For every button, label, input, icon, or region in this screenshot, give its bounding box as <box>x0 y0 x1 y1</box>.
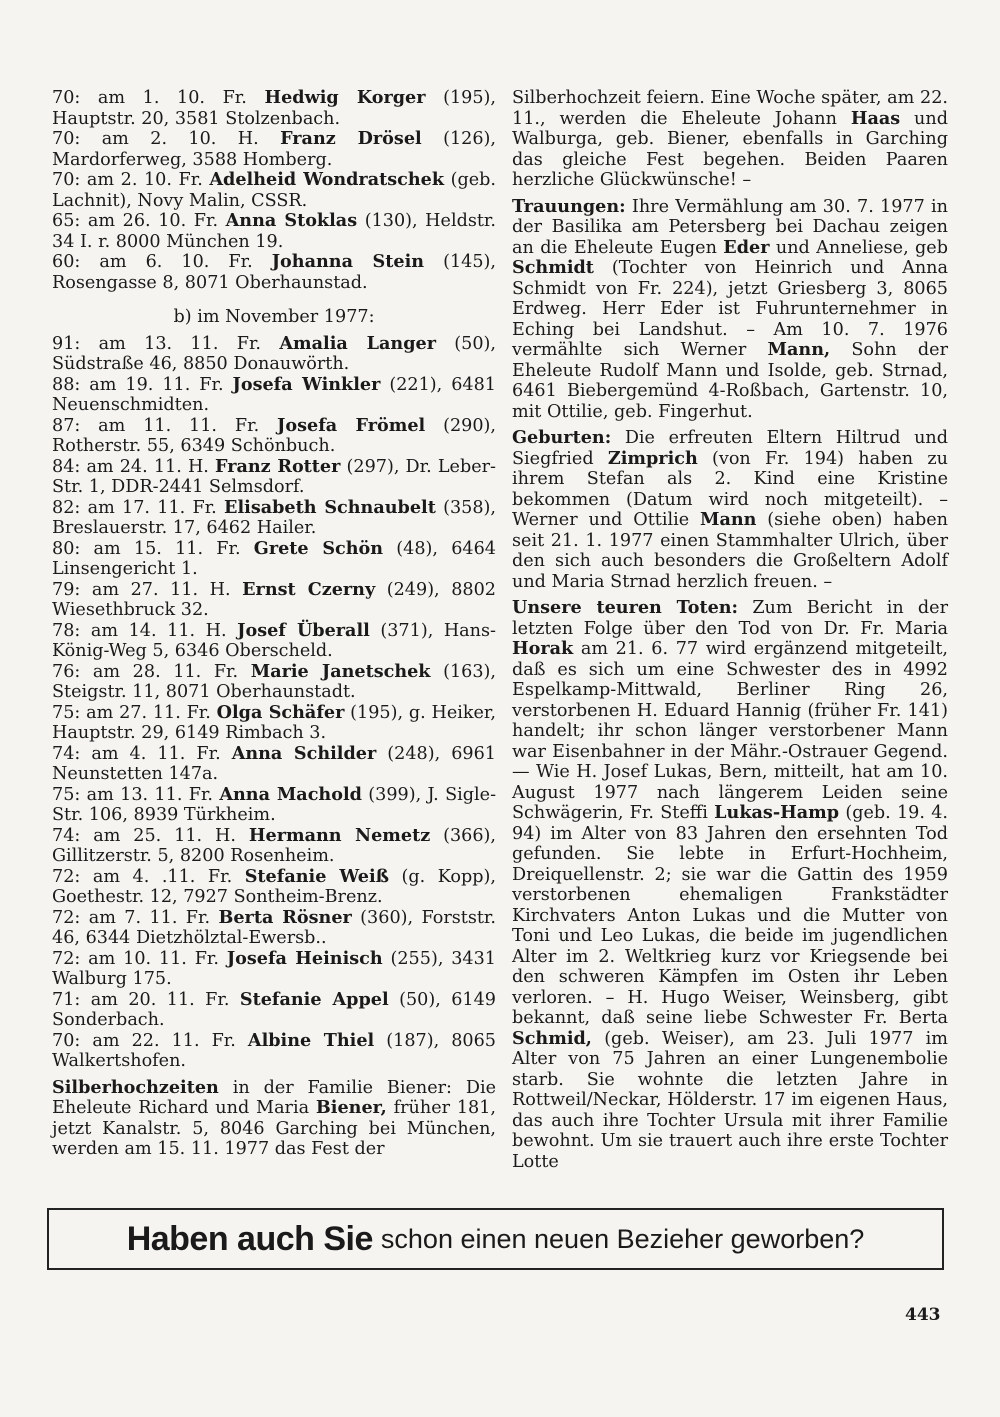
bold-name: Eder <box>723 236 770 258</box>
body-text: 84: am 24. 11. H. <box>52 456 216 477</box>
text-paragraph <box>512 88 948 191</box>
body-text: Sohn der Eheleute Rudolf Mann und Isolde, geb. Strnad, 6461 Biebergemünd 4-Roßbach, Gartenstr. 10, mit Ottilie, geb. Fingerhut. <box>512 340 948 422</box>
text-paragraph <box>52 662 496 703</box>
body-text: 80: am 15. 11. Fr. <box>52 538 254 559</box>
bold-name: Hedwig Korger <box>264 87 426 108</box>
body-text: (290), Rotherstr. 55, 6349 Schönbuch. <box>52 415 496 456</box>
text-paragraph <box>52 498 496 539</box>
text-paragraph <box>512 428 948 592</box>
text-paragraph <box>52 129 496 170</box>
text-paragraph <box>52 375 496 416</box>
body-text: 91: am 13. 11. Fr. <box>52 333 280 354</box>
bold-name: Anna Machold <box>219 783 362 805</box>
body-text: (50), 6149 Sonderbach. <box>52 989 497 1030</box>
body-text: (360), Forststr. 46, 6344 Dietzhölztal-Ewersb.. <box>52 907 496 948</box>
text-paragraph <box>52 867 496 908</box>
text-paragraph <box>52 826 496 867</box>
text-paragraph <box>52 457 496 498</box>
body-text: (g. Kopp), Goethestr. 12, 7927 Sontheim-Brenz. <box>52 866 496 907</box>
body-text: (221), 6481 Neuenschmidten. <box>52 374 496 415</box>
body-text: 79: am 27. 11. H. <box>52 579 243 600</box>
body-text: (geb. Weiser), am 23. Juli 1977 im Alter von 75 Jahren an einer Lungenembolie starb. Sie wohnte die letzten Jahre in Rottweil/Neckar, Hölderstr. 17 im eigenen Haus, das auch ihre Tochter Ursula mit ihrer Familie bewohnt. Um sie trauert auch ihre erste Tochter Lotte <box>512 1028 948 1172</box>
body-text: 72: am 10. 11. Fr. <box>52 948 227 969</box>
bold-name: Trauungen: <box>512 195 626 217</box>
body-text: 70: am 1. 10. Fr. <box>52 88 265 108</box>
body-text: 70: am 22. 11. Fr. <box>52 1030 248 1051</box>
body-text: (geb. 19. 4. 94) im Alter von 83 Jahren den ersehnten Tod gefunden. Sie lebte in Erfurt-Hochheim, Dreiquellenstr. 2; sie war die Gattin des 1959 verstorbenen ehemaligen Frankstädter Kirchvaters Anton Lukas und die Mutter von Toni und Leo Lukas, die beide im jugendlichen Alter im 2. Weltkrieg kurz vor Kriegsende bei den schweren Kämpfen im Osten ihr Leben verloren. – H. Hugo Weiser, Weinsberg, gibt bekannt, daß seine liebe Schwester Fr. Berta <box>512 803 949 1028</box>
body-text: (50), Südstraße 46, 8850 Donauwörth. <box>52 333 496 374</box>
bold-name: Elisabeth Schnaubelt <box>224 496 436 518</box>
bold-name: Albine Thiel <box>247 1029 375 1051</box>
bold-name: Josefa Frömel <box>277 414 426 436</box>
right-column <box>512 88 948 1172</box>
body-text: (siehe oben) haben seit 21. 1. 1977 einen Stammhalter Ulrich, über den sich auch besonders die Großeltern Adolf und Maria Strnad herzlich freuen. – <box>512 510 948 592</box>
body-text: 72: am 7. 11. Fr. <box>52 907 219 928</box>
text-paragraph <box>52 785 496 826</box>
body-text: (130), Heldstr. 34 I. r. 8000 München 19. <box>52 211 496 252</box>
body-text: 74: am 4. 11. Fr. <box>52 743 232 764</box>
bold-name: Amalia Langer <box>279 332 436 354</box>
body-text: 75: am 27. 11. Fr. <box>52 702 217 723</box>
body-text: Silberhochzeit feiern. Eine Woche später, am 22. 11., werden die Eheleute Johann <box>512 88 948 129</box>
bold-name: Haas <box>850 107 901 129</box>
bold-name: Josef Überall <box>237 619 370 641</box>
text-paragraph <box>52 539 496 580</box>
left-column <box>52 88 496 1160</box>
bold-name: Anna Schilder <box>231 742 377 764</box>
body-text: (187), 8065 Walkertshofen. <box>52 1030 497 1071</box>
page-number: 443 <box>905 1305 941 1325</box>
bold-name: Olga Schäfer <box>216 701 345 723</box>
banner-rest-text: schon einen neuen Bezieher geworben? <box>380 1223 865 1254</box>
body-text: 72: am 4. .11. Fr. <box>52 866 245 887</box>
body-text: 78: am 14. 11. H. <box>52 620 238 641</box>
text-paragraph <box>52 908 496 949</box>
bold-name: Josefa Winkler <box>232 373 381 395</box>
text-paragraph <box>52 1078 496 1160</box>
text-paragraph <box>52 949 496 990</box>
text-paragraph <box>512 598 948 1172</box>
body-text: (371), Hans-König-Weg 5, 6346 Oberscheld. <box>52 620 496 661</box>
bold-name: Marie Janetschek <box>250 660 431 682</box>
body-text: Die erfreuten Eltern Hiltrud und Siegfried <box>512 428 948 469</box>
text-paragraph <box>52 621 496 662</box>
body-text: (195), g. Heiker, Hauptstr. 29, 6149 Rimbach 3. <box>52 702 497 743</box>
bold-name: Josefa Heinisch <box>226 947 383 969</box>
bold-name: Stefanie Appel <box>239 988 389 1010</box>
text-paragraph <box>52 580 496 621</box>
body-text: 88: am 19. 11. Fr. <box>52 374 233 395</box>
bold-name: Stefanie Weiß <box>244 865 389 887</box>
section-heading <box>52 307 496 328</box>
body-text: und Walburga, geb. Biener, ebenfalls in Garching das gleiche Fest begehen. Beiden Paaren herzliche Glückwünsche! – <box>512 108 948 190</box>
body-text: (297), Dr. Leber-Str. 1, DDR-2441 Selmsdorf. <box>52 456 496 497</box>
text-paragraph <box>52 1031 496 1072</box>
bold-name: Mann, <box>767 339 831 360</box>
body-text: (48), 6464 Linsengericht 1. <box>52 538 497 579</box>
body-text: (geb. Lachnit), Novy Malin, CSSR. <box>52 170 496 211</box>
bold-name: Ernst Czerny <box>242 578 376 600</box>
bold-name: Silberhochzeiten <box>52 1076 219 1098</box>
body-text: früher 181, jetzt Kanalstr. 5, 8046 Garching bei München, werden am 15. 11. 1977 das Fest der <box>52 1098 497 1159</box>
bold-name: Grete Schön <box>253 537 384 559</box>
body-text: Ihre Vermählung am 30. 7. 1977 in der Basilika am Petersberg bei Dachau zeigen an die Eheleute Eugen <box>512 196 948 258</box>
body-text: 87: am 11. 11. Fr. <box>52 415 278 436</box>
body-text: in der Familie Biener: Die Eheleute Richard und Maria <box>52 1077 496 1118</box>
bold-name: Lukas-Hamp <box>714 802 840 823</box>
body-text: 82: am 17. 11. Fr. <box>52 497 225 518</box>
text-paragraph <box>52 990 496 1031</box>
body-text: (126), Mardorferweg, 3588 Homberg. <box>52 129 496 170</box>
text-paragraph <box>52 252 496 293</box>
body-text: (366), Gillitzerstr. 5, 8200 Rosenheim. <box>52 825 497 866</box>
bold-name: Unsere teuren Toten: <box>512 597 739 618</box>
bold-name: Berta Rösner <box>218 906 352 928</box>
bold-name: Franz Drösel <box>280 128 422 149</box>
body-text: 70: am 2. 10. Fr. <box>52 170 210 190</box>
bold-name: Mann <box>699 509 757 530</box>
bold-name: Zimprich <box>607 447 698 469</box>
body-text: (399), J. Sigle-Str. 106, 8939 Türkheim. <box>52 784 497 825</box>
bold-name: Schmidt <box>512 257 594 278</box>
body-text: (163), Steigstr. 11, 8071 Oberhaunstadt. <box>52 661 496 702</box>
body-text: 71: am 20. 11. Fr. <box>52 989 240 1010</box>
text-paragraph <box>52 170 496 211</box>
body-text: 75: am 13. 11. Fr. <box>52 784 220 805</box>
bold-name: Anna Stoklas <box>225 210 358 231</box>
bold-name: Horak <box>512 638 574 659</box>
body-text: (249), 8802 Wiesethbruck 32. <box>52 579 496 620</box>
bold-name: Geburten: <box>512 427 612 448</box>
bold-name: Johanna Stein <box>271 251 425 272</box>
body-text: (Tochter von Heinrich und Anna Schmidt von Fr. 224), jetzt Griesberg 3, 8065 Erdweg. Herr Eder ist Fuhrunternehmer in Eching bei Landshut. – Am 10. 7. 1976 vermählte sich Werner <box>512 258 948 360</box>
text-paragraph <box>52 334 496 375</box>
bold-name: Biener, <box>315 1097 387 1118</box>
text-paragraph <box>52 744 496 785</box>
body-text: (145), Rosengasse 8, 8071 Oberhaunstad. <box>52 252 496 293</box>
text-paragraph <box>52 88 496 129</box>
text-paragraph <box>52 416 496 457</box>
text-paragraph <box>52 211 496 252</box>
bold-name: Franz Rotter <box>215 455 341 477</box>
body-text: 70: am 2. 10. H. <box>52 129 281 149</box>
banner-strong-text: Haben auch Sie <box>126 1219 373 1258</box>
body-text: 65: am 26. 10. Fr. <box>52 211 226 231</box>
body-text: 60: am 6. 10. Fr. <box>52 252 272 272</box>
bold-name: Schmid, <box>512 1027 592 1049</box>
body-text: (248), 6961 Neunstetten 147a. <box>52 743 496 784</box>
body-text: am 21. 6. 77 wird ergänzend mitgeteilt, daß es sich um eine Schwester des in 4992 Espelkamp-Mittwald, Berliner Ring 26, verstorbenen H. Eduard Hannig (früher Fr. 141) handelt; ihr schon länger verstorbener Mann war Eisenbahner in der Mähr.-Ostrauer Gegend. — Wie H. Josef Lukas, Bern, mitteilt, hat am 10. August 1977 nach längerem Leiden seine Schwägerin, Fr. Steffi <box>512 639 948 823</box>
body-text: Zum Bericht in der letzten Folge über den Tod von Dr. Fr. Maria <box>512 598 948 639</box>
body-text: (358), Breslauerstr. 17, 6462 Hailer. <box>52 497 497 538</box>
body-text: (255), 3431 Walburg 175. <box>52 948 496 989</box>
body-text: 76: am 28. 11. Fr. <box>52 661 251 682</box>
text-paragraph <box>52 703 496 744</box>
text-paragraph <box>512 197 948 423</box>
bold-name: Hermann Nemetz <box>248 824 431 846</box>
body-text: (195), Hauptstr. 20, 3581 Stolzenbach. <box>52 88 496 129</box>
body-text: (von Fr. 194) haben zu ihrem Stefan als 2. Kind eine Kristine bekommen (Datum wird noch mitgeteilt). – Werner und Ottilie <box>512 448 949 530</box>
body-text: 74: am 25. 11. H. <box>52 825 249 846</box>
advertisement-banner <box>47 1208 944 1270</box>
section-heading-text: b) im November 1977: <box>173 307 375 327</box>
body-text: und Anneliese, geb <box>769 237 948 258</box>
bold-name: Adelheid Wondratschek <box>209 169 445 190</box>
